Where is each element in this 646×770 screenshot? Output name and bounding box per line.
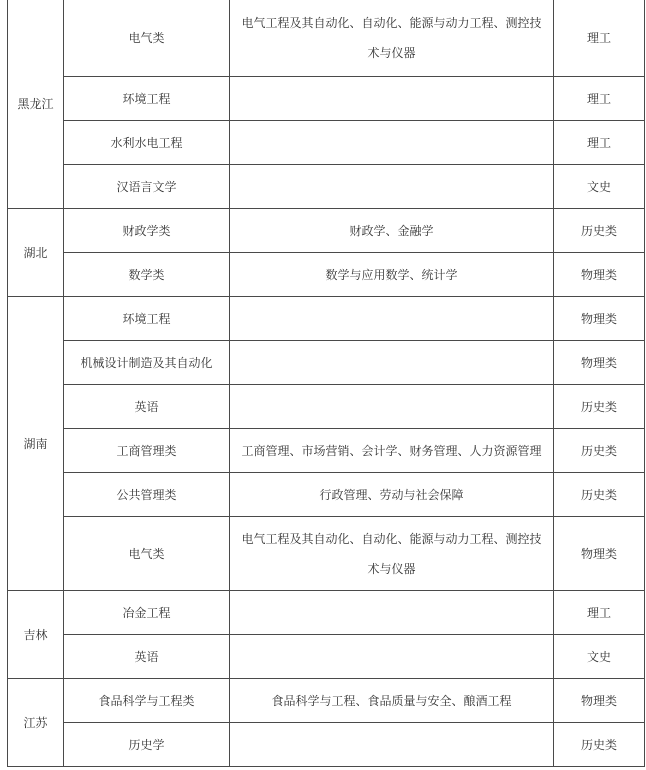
includes-cell xyxy=(230,635,554,679)
table-row xyxy=(8,591,645,635)
table-row xyxy=(8,679,645,723)
major-cell: 电气类 xyxy=(64,0,230,77)
major-cell: 冶金工程 xyxy=(64,591,230,635)
includes-cell: 行政管理、劳动与社会保障 xyxy=(230,473,554,517)
includes-cell: 电气工程及其自动化、自动化、能源与动力工程、测控技术与仪器 xyxy=(230,517,554,591)
category-cell: 物理类 xyxy=(554,253,645,297)
table-row xyxy=(8,385,645,429)
includes-cell xyxy=(230,165,554,209)
category-cell: 文史 xyxy=(554,635,645,679)
table-row xyxy=(8,121,645,165)
includes-cell xyxy=(230,297,554,341)
table-row xyxy=(8,635,645,679)
major-cell: 英语 xyxy=(64,385,230,429)
major-cell: 数学类 xyxy=(64,253,230,297)
table-row xyxy=(8,77,645,121)
includes-cell: 工商管理、市场营销、会计学、财务管理、人力资源管理 xyxy=(230,429,554,473)
table-row xyxy=(8,341,645,385)
major-cell: 电气类 xyxy=(64,517,230,591)
major-cell: 历史学 xyxy=(64,723,230,767)
major-cell: 环境工程 xyxy=(64,297,230,341)
table-row xyxy=(8,253,645,297)
table-row xyxy=(8,297,645,341)
includes-cell: 数学与应用数学、统计学 xyxy=(230,253,554,297)
major-cell: 工商管理类 xyxy=(64,429,230,473)
major-cell: 英语 xyxy=(64,635,230,679)
category-cell: 历史类 xyxy=(554,209,645,253)
table-row xyxy=(8,209,645,253)
province-cell: 湖北 xyxy=(8,209,64,297)
province-cell: 黑龙江 xyxy=(8,0,64,209)
category-cell: 历史类 xyxy=(554,429,645,473)
category-cell: 理工 xyxy=(554,0,645,77)
includes-cell xyxy=(230,77,554,121)
major-cell: 机械设计制造及其自动化 xyxy=(64,341,230,385)
major-cell: 环境工程 xyxy=(64,77,230,121)
major-cell: 汉语言文学 xyxy=(64,165,230,209)
includes-cell xyxy=(230,121,554,165)
table-row xyxy=(8,517,645,591)
table-row xyxy=(8,165,645,209)
includes-cell xyxy=(230,723,554,767)
category-cell: 历史类 xyxy=(554,723,645,767)
includes-cell xyxy=(230,341,554,385)
includes-cell xyxy=(230,385,554,429)
category-cell: 历史类 xyxy=(554,473,645,517)
category-cell: 文史 xyxy=(554,165,645,209)
major-cell: 食品科学与工程类 xyxy=(64,679,230,723)
table-row xyxy=(8,429,645,473)
category-cell: 理工 xyxy=(554,591,645,635)
major-cell: 水利水电工程 xyxy=(64,121,230,165)
major-table xyxy=(7,0,645,767)
includes-cell: 食品科学与工程、食品质量与安全、酿酒工程 xyxy=(230,679,554,723)
includes-cell xyxy=(230,591,554,635)
table-row xyxy=(8,723,645,767)
includes-cell: 电气工程及其自动化、自动化、能源与动力工程、测控技术与仪器 xyxy=(230,0,554,77)
category-cell: 物理类 xyxy=(554,679,645,723)
major-cell: 公共管理类 xyxy=(64,473,230,517)
category-cell: 理工 xyxy=(554,121,645,165)
category-cell: 物理类 xyxy=(554,517,645,591)
includes-cell: 财政学、金融学 xyxy=(230,209,554,253)
table-row xyxy=(8,0,645,77)
category-cell: 历史类 xyxy=(554,385,645,429)
category-cell: 理工 xyxy=(554,77,645,121)
province-cell: 吉林 xyxy=(8,591,64,679)
province-cell: 江苏 xyxy=(8,679,64,767)
province-cell: 湖南 xyxy=(8,297,64,591)
category-cell: 物理类 xyxy=(554,341,645,385)
major-cell: 财政学类 xyxy=(64,209,230,253)
table-row xyxy=(8,473,645,517)
category-cell: 物理类 xyxy=(554,297,645,341)
